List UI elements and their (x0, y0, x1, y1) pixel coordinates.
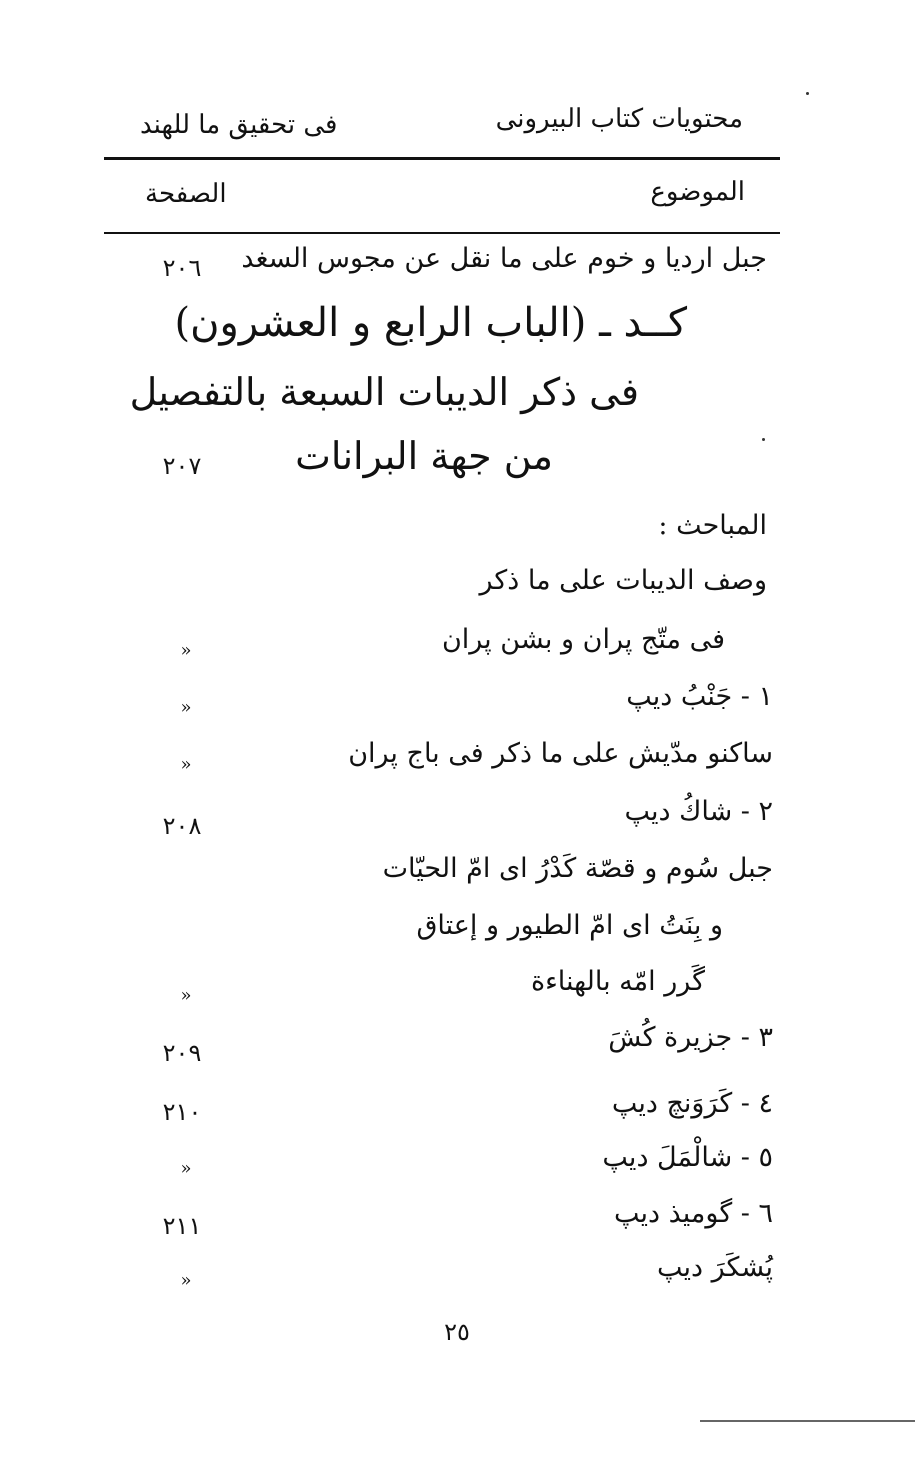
column-topic-header: الموضوع (650, 177, 745, 207)
toc-entry: فى متّج پران و بشن پران (441, 624, 725, 655)
toc-page-ditto: » (180, 640, 192, 661)
chapter-subtitle-line3: من جهة البرانات (295, 434, 553, 478)
toc-page-ditto: » (180, 985, 192, 1006)
chapter-subtitle: فى ذكر الديبات السبعة بالتفصيل (129, 370, 639, 414)
toc-page-ditto: » (180, 1270, 192, 1291)
book-subtitle: فى تحقيق ما للهند (140, 110, 338, 140)
toc-page-number: ۲۱۱ (162, 1212, 202, 1240)
toc-entry: ٥ - شالْمَلَ ديپ (602, 1142, 773, 1173)
chapter-page-number: ۲۰۷ (162, 452, 202, 480)
footer-page-number: ۲٥ (444, 1318, 470, 1346)
toc-page-number: ۲۰٦ (162, 254, 202, 282)
toc-page-ditto: » (180, 754, 192, 775)
column-page-header: الصفحة (145, 179, 227, 209)
toc-page-number: ۲۰۹ (162, 1039, 202, 1067)
toc-entry: گَرر امّه بالهناءة (530, 966, 705, 997)
toc-entry: ۳ - جزيرة كُشَ (608, 1022, 773, 1053)
toc-page-ditto: » (180, 1158, 192, 1179)
toc-entry: وصف الديبات على ما ذكر (479, 565, 767, 596)
header-rule (104, 157, 780, 160)
toc-entry: و بِنَتُ اى امّ الطيور و إعتاق (416, 910, 723, 941)
chapter-title: كــد ـ (الباب الرابع و العشرون) (174, 300, 687, 346)
toc-page-number: ۲۰۸ (162, 812, 202, 840)
toc-entry: ۲ - شاكُ ديپ (624, 796, 773, 827)
scan-speck (806, 92, 809, 95)
toc-entry: جبل سُوم و قصّة كَدْرُ اى امّ الحيّات (382, 853, 773, 884)
toc-entry: ساكنو مدّيش على ما ذكر فى باج پران (348, 738, 773, 769)
book-title: محتويات كتاب البيرونى (495, 104, 743, 134)
toc-page-ditto: » (180, 697, 192, 718)
toc-page-number: ۲۱۰ (162, 1098, 202, 1126)
scan-speck (762, 438, 765, 441)
column-rule (104, 232, 780, 234)
toc-entry: پُشكَرَ ديپ (656, 1252, 773, 1283)
scan-edge-line (700, 1420, 915, 1422)
toc-entry: ٦ - گوميذ ديپ (613, 1198, 773, 1229)
toc-entry: ۱ - جَنْبُ ديپ (626, 681, 773, 712)
toc-entry: جبل ارديا و خوم على ما نقل عن مجوس السغد (241, 243, 767, 274)
toc-entry: ٤ - كَرَوَنچ ديپ (611, 1088, 773, 1119)
toc-entry: المباحث : (658, 510, 767, 541)
